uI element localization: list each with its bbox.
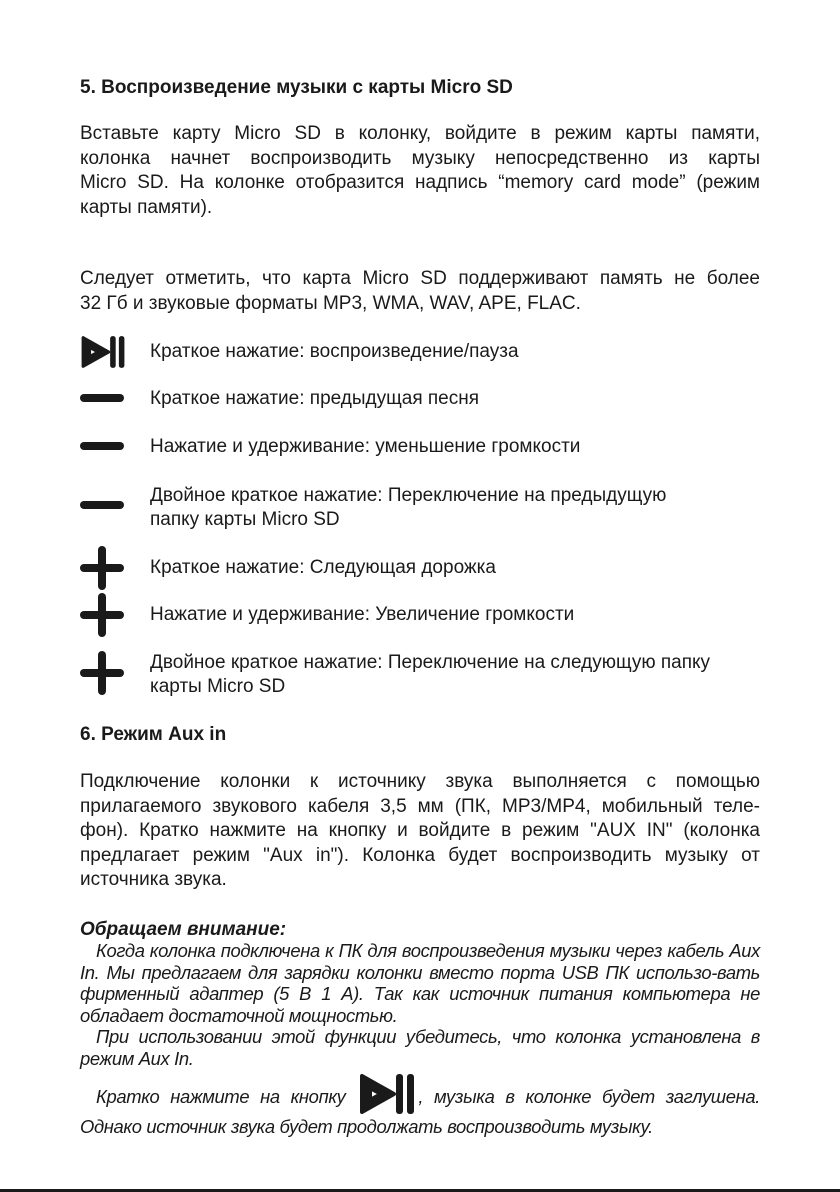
text-line: источника звука. bbox=[80, 869, 227, 890]
control-description: Двойное краткое нажатие: Переключение на предыдущую папку карты Micro SD bbox=[150, 485, 667, 530]
text-line: Следует отметить, что карта Micro SD поддерживают память не более bbox=[80, 268, 760, 289]
text-line: прилагаемого звукового кабеля 3,5 мм (ПК, MP3/MP4, мобильный теле- bbox=[80, 795, 760, 817]
plus-icon bbox=[80, 546, 124, 590]
section5-paragraph-2 bbox=[80, 267, 760, 316]
note-body bbox=[80, 940, 760, 1137]
section6-heading: 6. Режим Aux in bbox=[80, 724, 227, 745]
plus-icon bbox=[80, 593, 124, 637]
text-line: 32 Гб и звуковые форматы MP3, WMA, WAV, APE, FLAC. bbox=[80, 292, 581, 314]
control-description: Краткое нажатие: воспроизведение/пауза bbox=[150, 341, 519, 362]
control-description: Краткое нажатие: Следующая дорожка bbox=[150, 557, 496, 578]
note-paragraph: При использовании этой функции убедитесь, что колонка установлена в режим Aux In. bbox=[80, 1026, 760, 1069]
control-description: Нажатие и удерживание: Увеличение громкости bbox=[150, 604, 575, 625]
text-line: Micro SD. На колонке отобразится надпись “memory card mode” (режим bbox=[80, 172, 760, 193]
minus-icon bbox=[80, 484, 124, 528]
minus-icon bbox=[80, 425, 124, 469]
note-heading: Обращаем внимание: bbox=[80, 919, 287, 940]
note-text: , музыка в колонке будет заглушена. Однако источник звука будет продолжать воспроизводить музыку. bbox=[80, 1085, 760, 1137]
plus-icon bbox=[80, 651, 124, 695]
note-paragraph bbox=[80, 1072, 760, 1138]
play-pause-icon bbox=[358, 1072, 416, 1116]
text-line: предлагает режим "Aux in"). Колонка будет воспроизводить музыку от bbox=[80, 844, 760, 866]
note-text: Кратко нажмите на кнопку bbox=[96, 1085, 346, 1107]
control-description: Краткое нажатие: предыдущая песня bbox=[150, 388, 480, 409]
text-line: фон). Кратко нажмите на кнопку и войдите в режим "AUX IN" (колонка bbox=[80, 820, 760, 841]
control-description: Двойное краткое нажатие: Переключение на следующую папку карты Micro SD bbox=[150, 652, 711, 697]
control-description: Нажатие и удерживание: уменьшение громкости bbox=[150, 436, 581, 457]
section5-paragraph-1 bbox=[80, 122, 760, 220]
text-line: Подключение колонки к источнику звука выполняется с помощью bbox=[80, 771, 760, 792]
note-paragraph: Когда колонка подключена к ПК для воспроизведения музыки через кабель Aux In. Мы предлагаем для зарядки колонки вместо порта USB ПК использо-вать фирменный адаптер (5 В 1 А). Так как источник питания компьютера не обладает достаточной мощностью. bbox=[80, 940, 760, 1026]
minus-icon bbox=[80, 377, 124, 421]
section5-heading: 5. Воспроизведение музыки с карты Micro SD bbox=[80, 77, 513, 98]
text-line: колонка начнет воспроизводить музыку непосредственно из карты bbox=[80, 147, 760, 169]
play-pause-icon bbox=[80, 330, 126, 374]
text-line: Вставьте карту Micro SD в колонку, войдите в режим карты памяти, bbox=[80, 123, 760, 144]
text-line: карты памяти). bbox=[80, 196, 213, 218]
section6-paragraph bbox=[80, 770, 760, 893]
